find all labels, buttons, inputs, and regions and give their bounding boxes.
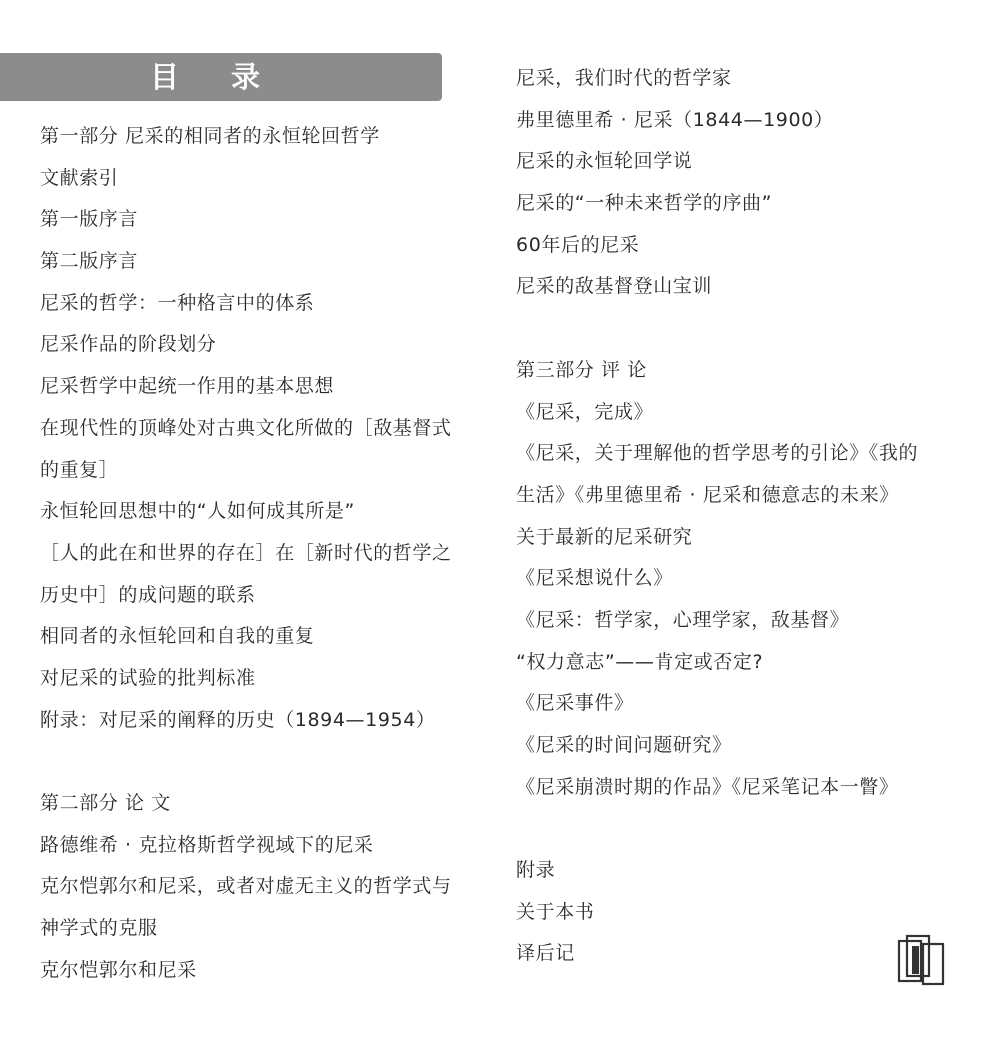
toc-entry-continuation[interactable]: 的重复］ [40, 458, 119, 481]
toc-entry[interactable]: 尼采的哲学：一种格言中的体系 [40, 291, 315, 314]
toc-part-heading[interactable]: 附录 [516, 859, 556, 882]
toc-entry[interactable]: 《尼采：哲学家，心理学家，敌基督》 [516, 608, 850, 631]
toc-entry[interactable]: 《尼采，关于理解他的哲学思考的引论》《我的 [516, 442, 919, 465]
toc-entry[interactable]: 永恒轮回思想中的“人如何成其所是” [40, 500, 355, 523]
toc-entry[interactable]: 60年后的尼采 [516, 233, 640, 256]
toc-entry[interactable]: 《尼采，完成》 [516, 400, 654, 423]
toc-entry[interactable]: 文献索引 [40, 166, 119, 189]
toc-part-heading[interactable]: 第三部分 评 论 [516, 358, 647, 381]
toc-entry[interactable]: 在现代性的顶峰处对古典文化所做的［敌基督式 [40, 416, 452, 439]
toc-entry[interactable]: 尼采的“一种未来哲学的序曲” [516, 192, 773, 215]
toc-entry-continuation[interactable]: 生活》《弗里德里希 · 尼采和德意志的未来》 [516, 483, 899, 506]
page-title: 目录 [150, 60, 313, 94]
toc-entry[interactable]: 路德维希 · 克拉格斯哲学视域下的尼采 [40, 833, 374, 856]
toc-left-column [40, 116, 502, 991]
toc-entry[interactable]: 关于本书 [516, 900, 595, 923]
toc-entry-continuation[interactable]: 历史中］的成问题的联系 [40, 583, 256, 606]
toc-entry[interactable]: 尼采的永恒轮回学说 [516, 150, 693, 173]
toc-entry[interactable]: 克尔恺郭尔和尼采，或者对虚无主义的哲学式与 [40, 875, 452, 898]
toc-spacer [516, 808, 978, 850]
toc-entry[interactable]: 相同者的永恒轮回和自我的重复 [40, 625, 315, 648]
toc-entry[interactable]: 《尼采想说什么》 [516, 567, 673, 590]
toc-header-bar [0, 53, 442, 101]
toc-entry[interactable]: 第二版序言 [40, 250, 139, 273]
toc-entry[interactable]: 尼采的敌基督登山宝训 [516, 275, 713, 298]
toc-spacer [40, 741, 502, 783]
toc-entry[interactable]: 附录：对尼采的阐释的历史（1894—1954） [40, 708, 436, 731]
toc-entry[interactable]: 第一部分 尼采的相同者的永恒轮回哲学 [40, 125, 380, 147]
toc-entry[interactable]: ［人的此在和世界的存在］在［新时代的哲学之 [40, 541, 452, 564]
toc-right-column [516, 58, 978, 975]
toc-entry[interactable]: 《尼采事件》 [516, 692, 634, 715]
toc-entry[interactable]: 关于最新的尼采研究 [516, 525, 693, 548]
toc-part-heading[interactable]: 第二部分 论 文 [40, 792, 171, 814]
toc-entry-continuation[interactable]: 神学式的克服 [40, 917, 158, 940]
publisher-logo-icon [897, 934, 947, 986]
toc-entry[interactable]: 第一版序言 [40, 208, 139, 231]
toc-entry[interactable]: 克尔恺郭尔和尼采 [40, 958, 197, 981]
toc-entry[interactable]: 对尼采的试验的批判标准 [40, 666, 256, 689]
toc-spacer [516, 308, 978, 350]
toc-entry[interactable]: 《尼采的时间问题研究》 [516, 734, 732, 756]
toc-entry[interactable]: 译后记 [516, 942, 575, 965]
toc-entry[interactable]: 弗里德里希 · 尼采（1844—1900） [516, 108, 834, 131]
toc-entry[interactable]: 尼采哲学中起统一作用的基本思想 [40, 375, 335, 398]
toc-entry[interactable]: 尼采，我们时代的哲学家 [516, 67, 732, 89]
toc-entry[interactable]: 尼采作品的阶段划分 [40, 333, 217, 356]
toc-entry[interactable]: 《尼采崩溃时期的作品》《尼采笔记本一瞥》 [516, 775, 899, 798]
toc-entry[interactable]: “权力意志”——肯定或否定? [516, 650, 764, 673]
